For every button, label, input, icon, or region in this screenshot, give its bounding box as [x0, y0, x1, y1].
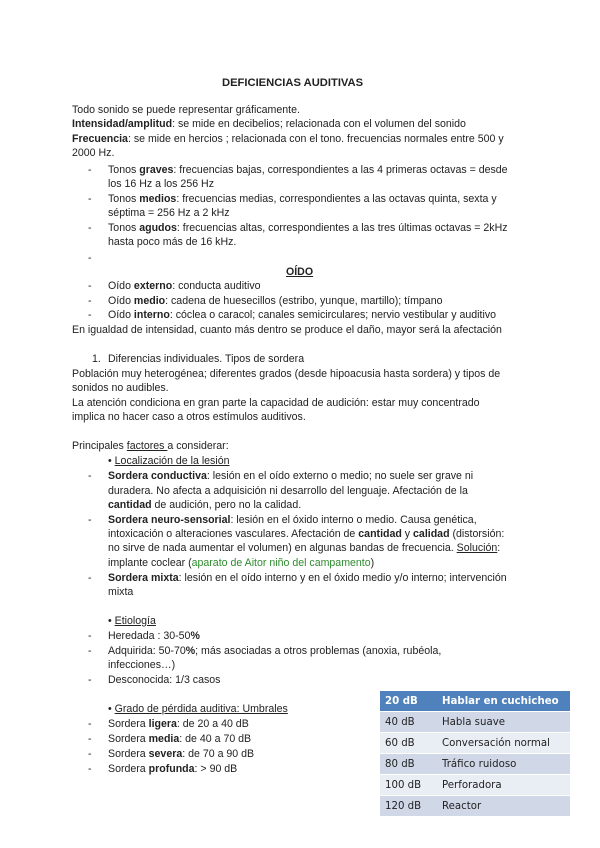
- grado-heading: • Grado de pérdida auditiva: Umbrales: [108, 703, 288, 715]
- etiologia-heredada: - Heredada : 30-50%: [108, 629, 200, 643]
- atencion-text: La atención condiciona en gran parte la capacidad de audición: estar muy concentrado: [72, 397, 480, 409]
- db-cell: 120 dB: [380, 796, 437, 817]
- tono-graves: - Tonos graves: frecuencias bajas, correspondientes a las 4 primeras octavas = desde: [108, 163, 508, 177]
- db-cell: 40 dB: [380, 712, 437, 733]
- oido-externo: - Oído externo: conducta auditivo: [108, 279, 261, 293]
- sordera-severa: - Sordera severa: de 70 a 90 dB: [108, 747, 254, 761]
- localizacion-heading: • Localización de la lesión: [108, 455, 230, 467]
- decibel-table: [380, 691, 570, 817]
- sordera-media: - Sordera media: de 40 a 70 dB: [108, 732, 251, 746]
- section-heading: Diferencias individuales. Tipos de sordera: [108, 353, 305, 365]
- factores-line: Principales factores a considerar:: [72, 440, 229, 452]
- oido-medio: - Oído medio: cadena de huesecillos (estribo, yunque, martillo); tímpano: [108, 294, 442, 308]
- db-cell: 80 dB: [380, 754, 437, 775]
- sordera-ligera: - Sordera ligera: de 20 a 40 dB: [108, 717, 249, 731]
- etiologia-adquirida: - Adquirida: 50-70%; más asociadas a otros problemas (anoxia, rubéola,: [108, 644, 441, 658]
- etiologia-heading: • Etiología: [108, 615, 156, 627]
- desc-cell: Habla suave: [437, 712, 570, 733]
- etiologia-desconocida: - Desconocida: 1/3 casos: [108, 673, 220, 687]
- oido-heading: OÍDO: [286, 266, 314, 278]
- sordera-mixta: - Sordera mixta: lesión en el oído interno y en el óxido medio y/o interno; intervención: [108, 571, 507, 585]
- table-row: [380, 775, 570, 796]
- frecuencia-line: Frecuencia: se mide en hercios ; relacionada con el tono. frecuencias normales entre 500 y: [72, 133, 504, 145]
- sordera-profunda: - Sordera profunda: > 90 dB: [108, 762, 237, 776]
- desc-cell: Perforadora: [437, 775, 570, 796]
- table-row: [380, 796, 570, 817]
- sordera-neuro-4: implante coclear (aparato de Aitor niño del campamento): [108, 557, 375, 569]
- desc-cell: Conversación normal: [437, 733, 570, 754]
- sordera-conductiva-2: duradera. No afecta a adquisición ni desarrollo del lenguaje. Afectación de la: [108, 485, 468, 497]
- section-number: 1.: [92, 353, 101, 365]
- db-cell: 100 dB: [380, 775, 437, 796]
- sordera-conductiva: - Sordera conductiva: lesión en el oído externo o medio; no suele ser grave ni: [108, 469, 473, 483]
- poblacion-text: Población muy heterogénea; diferentes grados (desde hipoacusia hasta sordera) y tipos de: [72, 368, 501, 380]
- intensidad-line: Intensidad/amplitud: se mide en decibelios; relacionada con el volumen del sonido: [72, 118, 466, 130]
- sordera-mixta-2: mixta: [108, 586, 134, 598]
- db-cell: 60 dB: [380, 733, 437, 754]
- frecuencia-line-2: 2000 Hz.: [72, 147, 115, 159]
- desc-cell: Reactor: [437, 796, 570, 817]
- desc-cell: Hablar en cuchicheo: [437, 691, 570, 712]
- tono-medios: - Tonos medios: frecuencias medias, correspondientes a las octavas quinta, sexta y: [108, 192, 497, 206]
- table-row: [380, 712, 570, 733]
- desc-cell: Tráfico ruidoso: [437, 754, 570, 775]
- intro-text: Todo sonido se puede representar gráficamente.: [72, 104, 300, 116]
- sordera-neuro: - Sordera neuro-sensorial: lesión en el óxido interno o medio. Causa genética,: [108, 513, 477, 527]
- tono-medios-2: séptima = 256 Hz a 2 kHz: [108, 207, 230, 219]
- atencion-text-2: implica no hacer caso a otros estímulos auditivos.: [72, 411, 306, 423]
- igualdad-text: En igualdad de intensidad, cuanto más dentro se produce el daño, mayor será la afectación: [72, 324, 502, 336]
- tono-graves-2: los 16 Hz a los 256 Hz: [108, 178, 214, 190]
- poblacion-text-2: sonidos no audibles.: [72, 382, 169, 394]
- sordera-neuro-2: intoxicación o alteraciones vasculares. Afectación de cantidad y calidad (distorsión:: [108, 528, 505, 540]
- tono-agudos: - Tonos agudos: frecuencias altas, correspondientes a las tres últimas octavas = 2kHz: [108, 221, 508, 235]
- note-green: aparato de Aitor niño del campamento: [191, 557, 371, 569]
- sordera-conductiva-3: cantidad de audición, pero no la calidad.: [108, 499, 302, 511]
- tono-agudos-2: hasta poco más de 16 kHz.: [108, 236, 237, 248]
- oido-interno: - Oído interno: cóclea o caracol; canales semicirculares; nervio vestibular y auditivo: [108, 308, 496, 322]
- etiologia-adquirida-2: infecciones…): [108, 659, 176, 671]
- table-row: [380, 733, 570, 754]
- table-row: [380, 691, 570, 712]
- db-cell: 20 dB: [380, 691, 437, 712]
- sordera-neuro-3: no sirve de nada aumentar el volumen) en algunas bandas de frecuencia. Solución:: [108, 542, 501, 554]
- page-title: DEFICIENCIAS AUDITIVAS: [222, 77, 364, 89]
- table-row: [380, 754, 570, 775]
